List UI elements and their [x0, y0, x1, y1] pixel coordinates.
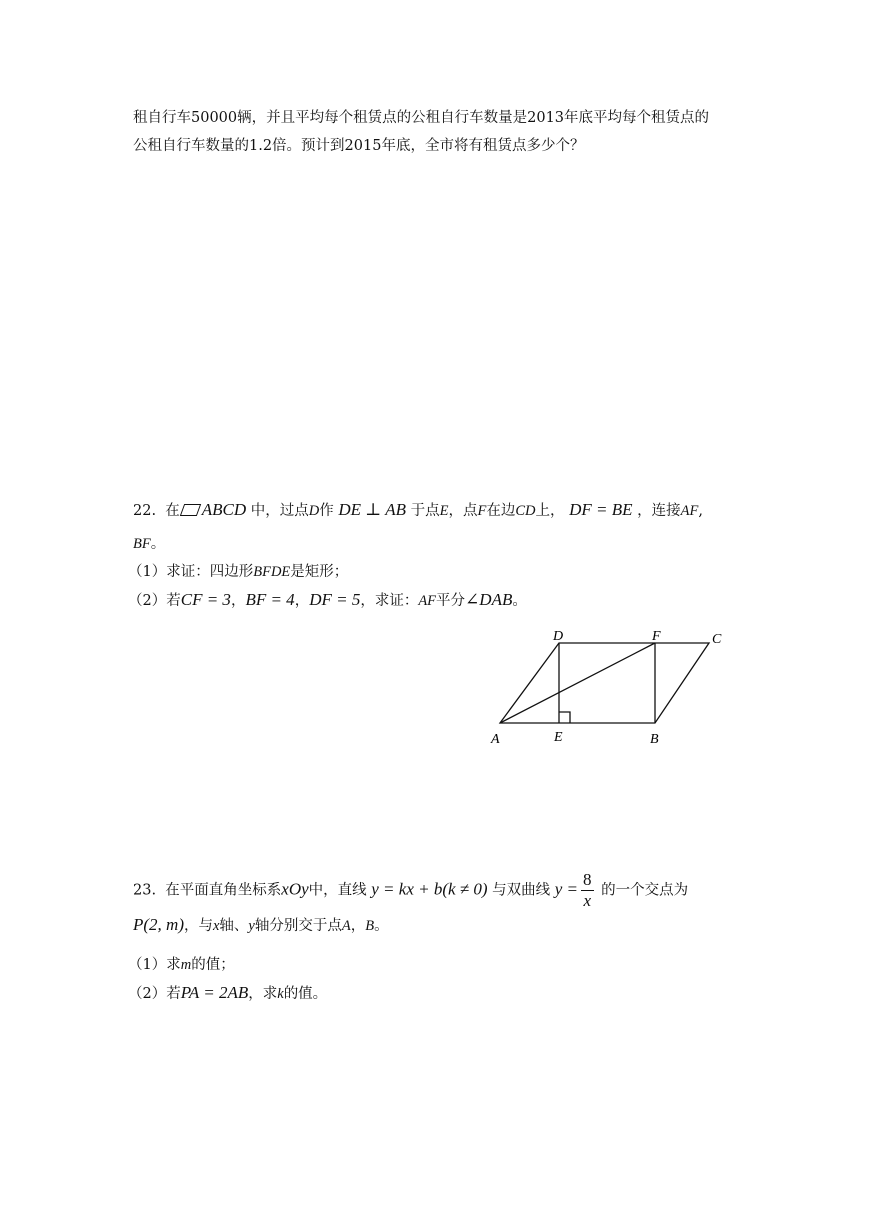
text: 与双曲线: [492, 882, 551, 899]
text: 轴分别交于点: [254, 918, 342, 934]
text: 。: [512, 593, 527, 609]
point-label: D: [308, 503, 320, 519]
variable: m: [180, 957, 192, 973]
text: 。: [150, 536, 166, 552]
segment-label: CD: [515, 503, 536, 519]
math-xoy: xOy: [281, 879, 309, 899]
text: 在: [165, 503, 180, 519]
label-d: D: [553, 629, 564, 644]
text: （1）求证：四边形: [128, 564, 254, 580]
problem22-statement-cont: [133, 534, 165, 554]
problem22-question2: [128, 590, 527, 611]
math-cf: CF = 3: [180, 590, 231, 609]
point-label: E: [439, 503, 449, 519]
parallelogram-icon: [180, 504, 201, 516]
text: ，: [230, 593, 246, 609]
text: ，点: [448, 503, 478, 519]
text: ，与: [183, 918, 213, 934]
segment-label: BF: [133, 536, 151, 552]
math-bf: BF = 4: [245, 590, 295, 609]
problem23-question1: [128, 955, 235, 975]
label-c: C: [712, 632, 722, 647]
text: （1）求: [128, 957, 181, 973]
text: 于点: [410, 503, 440, 519]
segment-af: [500, 643, 655, 723]
text: 。: [374, 918, 389, 934]
text: 在平面直角坐标系: [165, 882, 282, 899]
problem21-line1: 租自行车50000辆，并且平均每个租赁点的公租自行车数量是2013年底平均每个租赁点的: [133, 110, 710, 126]
text: ，求: [248, 986, 278, 1002]
label-f: F: [652, 629, 661, 644]
label-e: E: [554, 730, 563, 745]
math-df-eq-be: DF = BE: [569, 500, 633, 519]
math-de-perp-ab: DE ⊥ AB: [338, 500, 406, 519]
text: 上，: [535, 503, 565, 519]
problem23-statement-cont: [133, 915, 389, 936]
text: 的一个交点为: [601, 882, 689, 899]
text: 的值。: [283, 986, 328, 1002]
math-abcd: ABCD: [201, 500, 247, 519]
text: 是矩形；: [290, 564, 349, 580]
text: 中，过点: [250, 503, 309, 519]
problem21-line2: 公租自行车数量的1.2倍。预计到2015年底，全市将有租赁点多少个？: [133, 138, 585, 154]
axis-label: y: [248, 918, 255, 934]
axis-label: x: [212, 918, 220, 934]
segment-label: AF: [418, 593, 437, 609]
problem-number: 23.: [133, 882, 157, 899]
right-angle-mark: [559, 712, 570, 723]
text: 作: [319, 503, 334, 519]
text: ，求证：: [360, 593, 419, 609]
label-a: A: [491, 732, 500, 747]
variable: k: [277, 986, 284, 1002]
text: （2）若: [128, 593, 181, 609]
math-y-equals: y =: [554, 879, 579, 899]
text: ，连接: [637, 503, 681, 519]
text: 的值；: [191, 957, 235, 973]
math-line-equation: y = kx + b(k ≠ 0): [371, 879, 488, 899]
text: （2）若: [128, 986, 181, 1002]
problem-number: 22.: [133, 503, 157, 519]
problem22-statement: [133, 500, 703, 521]
text: 在边: [486, 503, 516, 519]
text: 轴、: [219, 918, 249, 934]
parallelogram-figure: [480, 622, 740, 752]
parallelogram-abcd: [500, 643, 709, 723]
problem22-question1: [128, 562, 348, 582]
text: ，: [294, 593, 310, 609]
text: ,: [698, 503, 703, 519]
text: ，: [350, 918, 366, 934]
math-angle-dab: ∠DAB: [465, 590, 513, 609]
point-label: B: [365, 918, 375, 934]
math-pa-eq-2ab: PA = 2AB: [180, 983, 249, 1002]
fraction-denominator: x: [583, 891, 592, 910]
problem23-statement: [133, 870, 688, 911]
math-df: DF = 5: [309, 590, 361, 609]
label-b: B: [650, 732, 659, 747]
point-label: F: [477, 503, 487, 519]
text: 中，直线: [308, 882, 367, 899]
text: 平分: [436, 593, 466, 609]
problem23-question2: [128, 983, 327, 1004]
point-label: A: [341, 918, 351, 934]
segment-label: AF: [680, 503, 699, 519]
fraction-numerator: 8: [583, 870, 592, 889]
fraction-8-over-x: [581, 870, 594, 911]
shape-label: BFDE: [253, 564, 291, 580]
math-point-p: P(2, m): [133, 915, 184, 934]
